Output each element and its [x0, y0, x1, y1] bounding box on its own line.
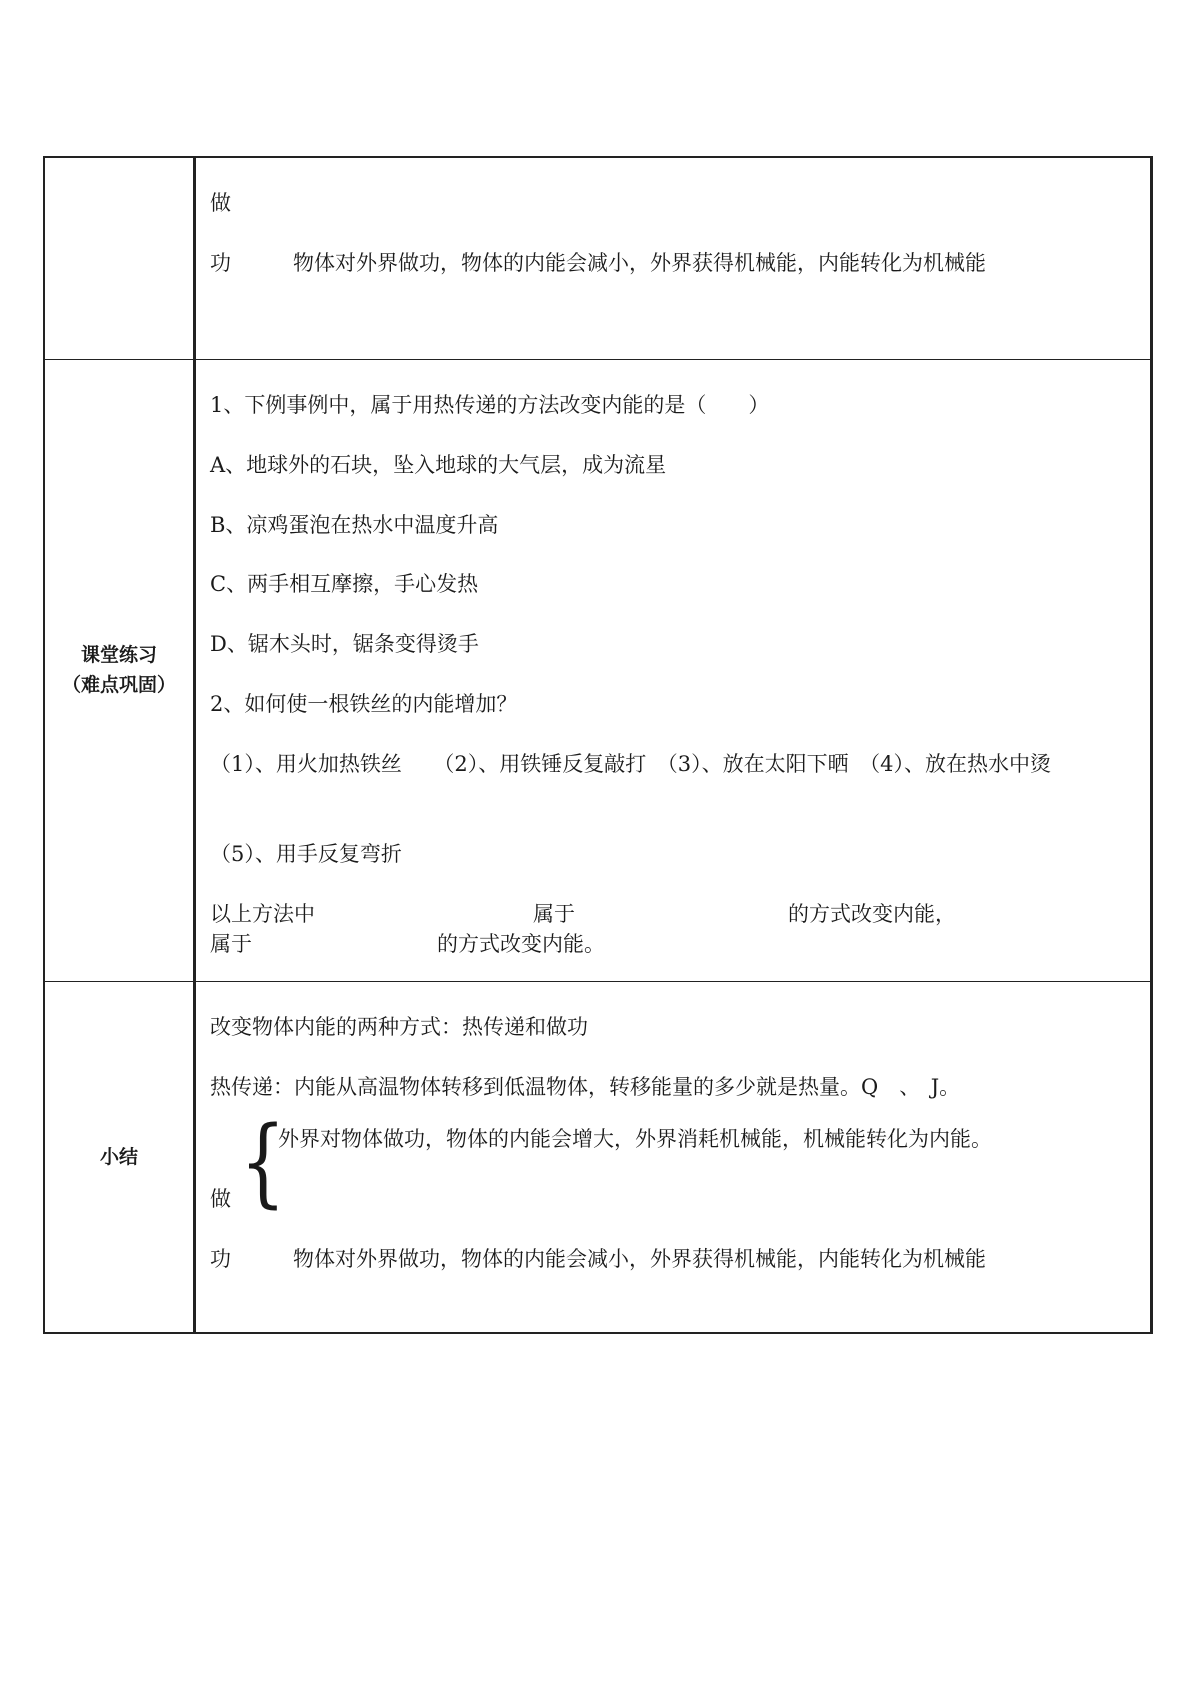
question-2-option-5: （5）、用手反复弯折 [210, 841, 402, 866]
row-label-cell [44, 359, 195, 981]
row-label-cell [44, 981, 195, 1333]
summary-line-1: 改变物体内能的两种方式：热传递和做功 [210, 1014, 588, 1039]
work-out-text: 物体对外界做功，物体的内能会减小，外界获得机械能，内能转化为机械能 [293, 1246, 986, 1271]
question-2: 2、如何使一根铁丝的内能增加？ [210, 691, 518, 716]
fill-blank-d: 属于 [210, 931, 252, 956]
work-out-text: 物体对外界做功，物体的内能会减小，外界获得机械能，内能转化为机械能 [293, 251, 986, 275]
brace-icon: { [240, 1105, 286, 1218]
option-c: C、两手相互摩擦，手心发热 [210, 571, 479, 596]
row-content-cell [195, 981, 1152, 1333]
option-a: A、地球外的石块，坠入地球的大气层，成为流星 [210, 452, 667, 477]
label-practice-sub: （难点巩固） [61, 674, 176, 696]
label-summary: 小结 [99, 1145, 138, 1168]
gong-char: 功 [210, 251, 231, 275]
table-row [44, 359, 1152, 981]
fill-blank-c: 的方式改变内能， [788, 901, 956, 926]
option-d: D、锯木头时，锯条变得烫手 [210, 631, 479, 656]
row-label-cell [44, 157, 195, 359]
fill-blank-e: 的方式改变内能。 [437, 931, 605, 956]
row-content-cell [195, 359, 1152, 981]
summary-line-2: 热传递：内能从高温物体转移到低温物体，转移能量的多少就是热量。Q 、 J。 [210, 1074, 961, 1099]
table-row [44, 981, 1152, 1333]
lesson-table [43, 156, 1153, 1334]
option-b: B、凉鸡蛋泡在热水中温度升高 [210, 512, 499, 537]
work-in-text: 外界对物体做功，物体的内能会增大，外界消耗机械能，机械能转化为内能。 [278, 1126, 992, 1151]
table-row [44, 157, 1152, 359]
label-practice: 课堂练习 [80, 643, 157, 666]
zuo-char: 做 [210, 1186, 231, 1211]
fill-blank-a: 以上方法中 [210, 901, 315, 926]
zuo-char: 做 [210, 191, 231, 215]
question-1: 1、下例事例中，属于用热传递的方法改变内能的是（ ） [210, 392, 770, 417]
gong-char: 功 [210, 1246, 231, 1271]
question-2-options: （1）、用火加热铁丝 （2）、用铁锤反复敲打 （3）、放在太阳下晒 （4）、放在热水中烫 [210, 751, 1051, 776]
fill-blank-b: 属于 [533, 901, 575, 926]
row-content-cell [195, 157, 1152, 359]
